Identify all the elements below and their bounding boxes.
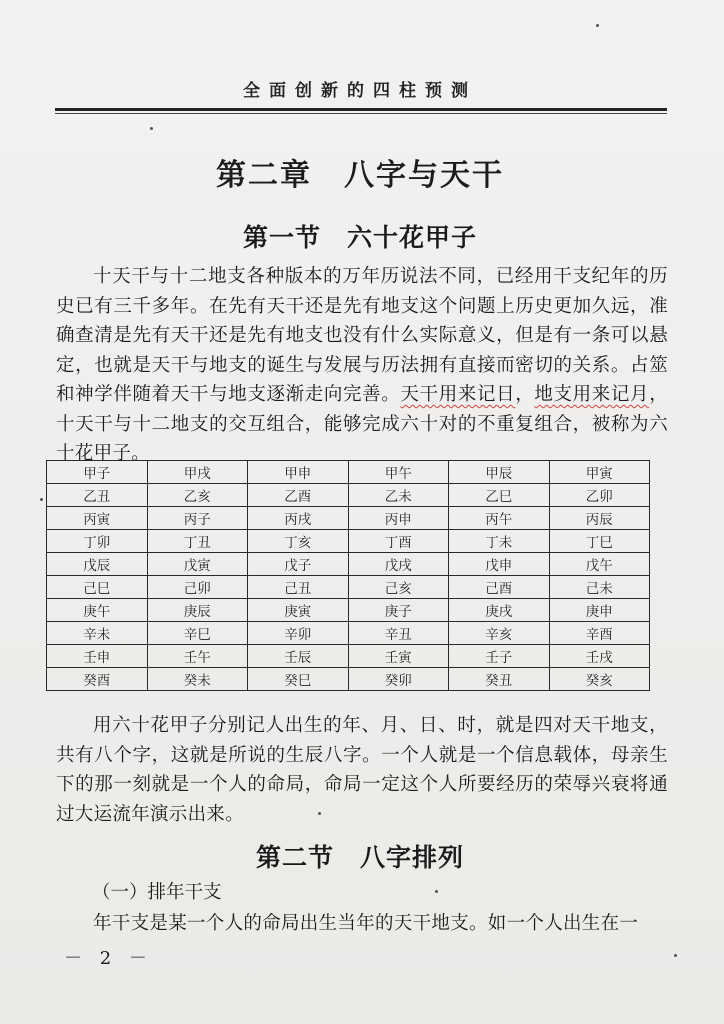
table-cell: 丁亥 [248, 530, 349, 553]
paragraph-year-pillar: 年干支是某一个人的命局出生当年的天干地支。如一个人出生在一 [93, 913, 639, 934]
speck [435, 890, 438, 893]
table-cell: 庚戌 [449, 599, 550, 622]
table-cell: 戊申 [449, 553, 550, 576]
table-cell: 戊戌 [348, 553, 449, 576]
table-cell: 乙未 [348, 484, 449, 507]
table-cell: 戊子 [248, 553, 349, 576]
table-cell: 丙戌 [248, 507, 349, 530]
table-row [47, 599, 650, 622]
table-cell: 辛丑 [348, 622, 449, 645]
table-cell: 丙午 [449, 507, 550, 530]
paragraph-intro-tail: ，十天干与十二地支的交互组合，能够完成六十对的不重复组合，被称为六十花甲子。 [56, 384, 668, 464]
table-row [47, 622, 650, 645]
table-cell: 戊寅 [147, 553, 248, 576]
table-cell: 戊午 [549, 553, 650, 576]
table-cell: 甲午 [348, 461, 449, 484]
table-cell: 己丑 [248, 576, 349, 599]
table-cell: 丁巳 [549, 530, 650, 553]
table-cell: 丙辰 [549, 507, 650, 530]
table-cell: 丁丑 [147, 530, 248, 553]
table-cell: 癸丑 [449, 668, 550, 691]
table-cell: 辛酉 [549, 622, 650, 645]
table-cell: 壬辰 [248, 645, 349, 668]
table-cell: 庚子 [348, 599, 449, 622]
speck [674, 954, 677, 957]
table-row [47, 668, 650, 691]
table-cell: 乙卯 [549, 484, 650, 507]
table-cell: 辛亥 [449, 622, 550, 645]
table-cell: 甲辰 [449, 461, 550, 484]
table-cell: 甲寅 [549, 461, 650, 484]
table-row [47, 576, 650, 599]
table-cell: 庚申 [549, 599, 650, 622]
table-row [47, 645, 650, 668]
speck [40, 498, 43, 501]
table-row [47, 484, 650, 507]
table-cell: 乙亥 [147, 484, 248, 507]
speck [150, 127, 153, 130]
section-title-2: 第二节 八字排列 [255, 843, 464, 872]
annotated-phrase-1: 天干用来记日 [400, 384, 516, 405]
paragraph-bazi: 用六十花甲子分别记人出生的年、月、日、时，就是四对天干地支，共有八个字，这就是所说的生辰八字。一个人就是一个信息载体，母亲生下的那一刻就是一个人的命局，命局一定这个人所要经历的荣辱兴衰将通过大运流年演示出来。 [56, 715, 668, 825]
table-row [47, 461, 650, 484]
table-row [47, 507, 650, 530]
table-cell: 丁酉 [348, 530, 449, 553]
table-cell: 乙酉 [248, 484, 349, 507]
chapter-title: 第二章 八字与天干 [216, 158, 504, 193]
table-cell: 己酉 [449, 576, 550, 599]
table-cell: 丙子 [147, 507, 248, 530]
table-cell: 壬寅 [348, 645, 449, 668]
table-cell: 丁卯 [47, 530, 148, 553]
table-row [47, 553, 650, 576]
table-cell: 癸亥 [549, 668, 650, 691]
speck [596, 24, 599, 27]
table-cell: 丙申 [348, 507, 449, 530]
paragraph-separator: ， [515, 384, 535, 405]
table-cell: 甲子 [47, 461, 148, 484]
table-cell: 庚午 [47, 599, 148, 622]
table-cell: 丙寅 [47, 507, 148, 530]
sixty-jiazi-table [46, 460, 650, 691]
annotated-phrase-2: 地支用来记月 [534, 384, 650, 405]
table-cell: 己未 [549, 576, 650, 599]
table-cell: 辛卯 [248, 622, 349, 645]
header-rule-thin [55, 113, 667, 114]
page-number: － 2 － [64, 948, 153, 969]
table-cell: 己亥 [348, 576, 449, 599]
table-cell: 壬子 [449, 645, 550, 668]
table-cell: 戊辰 [47, 553, 148, 576]
table-cell: 己巳 [47, 576, 148, 599]
table-cell: 己卯 [147, 576, 248, 599]
section-title-1: 第一节 六十花甲子 [242, 223, 477, 252]
table-cell: 壬戌 [549, 645, 650, 668]
table-cell: 丁未 [449, 530, 550, 553]
table-cell: 甲申 [248, 461, 349, 484]
running-head: 全面创新的四柱预测 [243, 81, 477, 101]
table-cell: 庚寅 [248, 599, 349, 622]
subheading: （一）排年干支 [92, 882, 222, 903]
table-cell: 乙巳 [449, 484, 550, 507]
table-cell: 癸未 [147, 668, 248, 691]
table-cell: 辛巳 [147, 622, 248, 645]
table-cell: 甲戌 [147, 461, 248, 484]
header-rule [55, 108, 667, 111]
speck [318, 812, 321, 815]
table-cell: 辛未 [47, 622, 148, 645]
table-cell: 癸酉 [47, 668, 148, 691]
table-cell: 乙丑 [47, 484, 148, 507]
table-cell: 壬午 [147, 645, 248, 668]
paragraph-intro-text: 十天干与十二地支各种版本的万年历说法不同，已经用干支纪年的历史已有三千多年。在先有天干还是先有地支这个问题上历史更加久远，准确查清是先有天干还是先有地支也没有什么实际意义，但是有一条可以悬定，也就是天干与地支的诞生与发展与历法拥有直接而密切的关系。占筮和神学伴随着天干与地支逐渐走向完善。 [56, 266, 668, 405]
table-row [47, 530, 650, 553]
table-cell: 癸卯 [348, 668, 449, 691]
table-cell: 庚辰 [147, 599, 248, 622]
paragraph-intro [56, 262, 668, 469]
table-cell: 癸巳 [248, 668, 349, 691]
table-cell: 壬申 [47, 645, 148, 668]
